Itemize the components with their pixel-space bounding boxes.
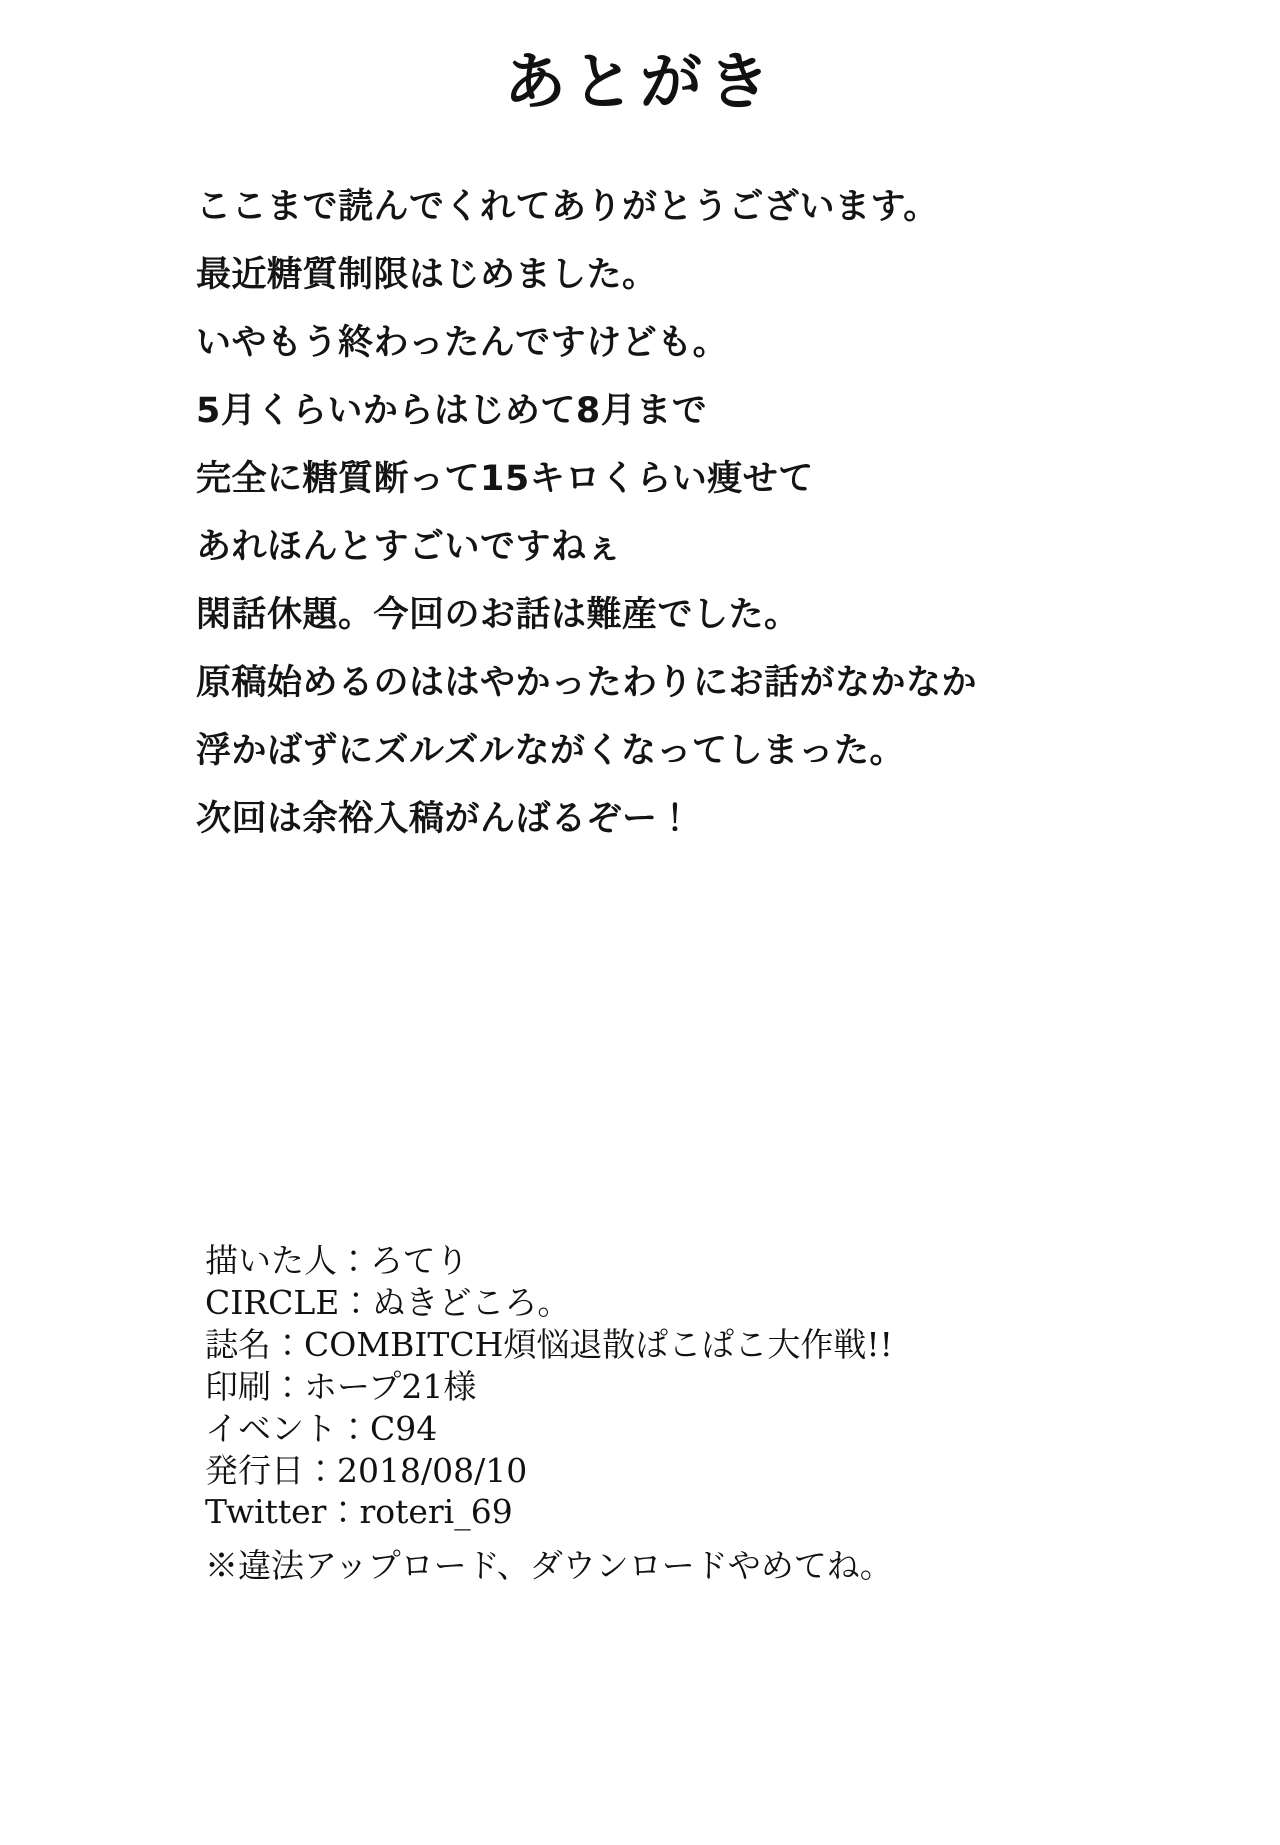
afterword-line: いやもう終わったんですけども。 [196,323,729,363]
afterword-line: 原稿始めるのははやかったわりにお話がなかなか [196,663,978,703]
afterword-line: 次回は余裕入稿がんばるぞー！ [196,799,694,839]
credit-printer: 印刷：ホープ21様 [205,1366,477,1406]
afterword-line: 完全に糖質断って15キロくらい痩せて [196,459,814,499]
afterword-line: あれほんとすごいですねぇ [196,527,623,567]
copyright-notice: ※違法アップロード、ダウンロードやめてね。 [205,1546,893,1585]
afterword-line: 5月くらいからはじめて8月まで [196,391,708,431]
credit-title: 誌名：COMBITCH煩悩退散ぱこぱこ大作戦!! [205,1324,893,1364]
colophon [205,1240,1165,1533]
credit-event: イベント：C94 [205,1408,438,1448]
credit-artist: 描いた人：ろてり [205,1241,469,1280]
afterword-line: 閑話休題。今回のお話は難産でした。 [196,595,800,635]
afterword-line: 最近糖質制限はじめました。 [196,255,658,295]
page-title: あとがき [503,45,776,118]
afterword-line: 浮かばずにズルズルながくなってしまった。 [196,731,905,771]
credit-publish-date: 発行日：2018/08/10 [205,1450,528,1490]
afterword-line: ここまで読んでくれてありがとうございます。 [196,187,939,227]
credit-twitter: Twitter：roteri_69 [205,1492,513,1532]
afterword-body [196,187,1136,870]
credit-circle: CIRCLE：ぬきどころ。 [205,1282,571,1322]
